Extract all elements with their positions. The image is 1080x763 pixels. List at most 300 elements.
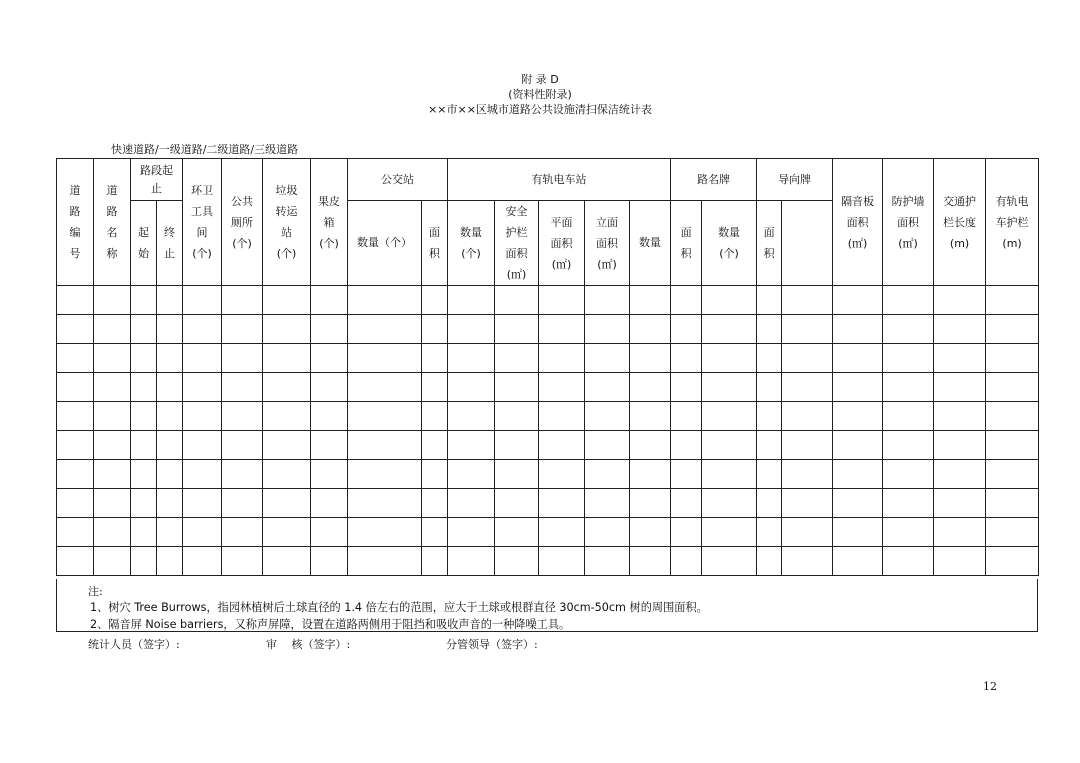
table-cell[interactable] (986, 547, 1039, 576)
table-cell[interactable] (585, 460, 630, 489)
table-cell[interactable] (422, 373, 448, 402)
header-line: (㎡) (597, 257, 617, 271)
table-cell[interactable] (671, 402, 702, 431)
table-cell[interactable] (131, 315, 157, 344)
table-cell[interactable] (782, 344, 833, 373)
table-cell[interactable] (833, 344, 883, 373)
table-cell[interactable] (934, 431, 986, 460)
header-line: 称 (106, 247, 118, 260)
header-line: 终 (164, 226, 175, 239)
table-cell[interactable] (57, 518, 94, 547)
table-cell[interactable] (539, 315, 585, 344)
table-cell[interactable] (495, 344, 539, 373)
table-cell[interactable] (986, 373, 1039, 402)
table-cell[interactable] (348, 373, 422, 402)
table-cell[interactable] (495, 547, 539, 576)
table-cell[interactable] (448, 344, 495, 373)
table-cell[interactable] (585, 315, 630, 344)
table-cell[interactable] (702, 286, 757, 315)
table-cell[interactable] (222, 547, 263, 576)
table-cell[interactable] (157, 460, 183, 489)
header-tram-rail (986, 159, 1039, 286)
table-cell[interactable] (448, 315, 495, 344)
table-cell[interactable] (702, 373, 757, 402)
table-cell[interactable] (448, 373, 495, 402)
table-cell[interactable] (422, 431, 448, 460)
table-cell[interactable] (702, 460, 757, 489)
table-cell[interactable] (671, 286, 702, 315)
table-cell[interactable] (782, 518, 833, 547)
table-cell[interactable] (348, 431, 422, 460)
table-cell[interactable] (986, 431, 1039, 460)
header-peel-box (311, 159, 348, 286)
header-line: 厕所 (231, 215, 253, 229)
table-cell[interactable] (57, 373, 94, 402)
header-bus-count: 数量（个） (348, 201, 422, 286)
table-cell[interactable] (671, 460, 702, 489)
table-cell[interactable] (782, 373, 833, 402)
table-cell[interactable] (311, 373, 348, 402)
header-line: (m) (1002, 236, 1022, 250)
table-cell[interactable] (263, 286, 311, 315)
header-line: 平面 (550, 215, 573, 229)
header-line: 转运 (275, 205, 298, 218)
table-cell[interactable] (183, 518, 222, 547)
header-bus-stop: 公交站 (348, 159, 448, 201)
table-cell[interactable] (702, 518, 757, 547)
table-cell[interactable] (757, 344, 782, 373)
table-cell[interactable] (833, 460, 883, 489)
table-cell[interactable] (782, 402, 833, 431)
header-line: 道 (69, 184, 81, 197)
table-cell[interactable] (986, 286, 1039, 315)
road-levels: 快速道路/一级道路/二级道路/三级道路 (111, 143, 299, 156)
table-cell[interactable] (782, 315, 833, 344)
table-cell[interactable] (348, 402, 422, 431)
table-cell[interactable] (57, 286, 94, 315)
table-cell[interactable] (157, 402, 183, 431)
table-cell[interactable] (57, 344, 94, 373)
header-line: 栏长度 (943, 215, 977, 229)
table-cell[interactable] (539, 402, 585, 431)
header-line: 有轨电 (995, 194, 1029, 208)
table-cell[interactable] (183, 402, 222, 431)
header-tram-station: 有轨电车站 (448, 159, 671, 201)
table-row (57, 431, 1039, 460)
table-cell[interactable] (311, 344, 348, 373)
table-cell[interactable] (833, 402, 883, 431)
table-cell[interactable] (495, 489, 539, 518)
header-line: (个) (232, 236, 252, 250)
table-cell[interactable] (348, 460, 422, 489)
table-cell[interactable] (934, 402, 986, 431)
table-cell[interactable] (131, 286, 157, 315)
table-cell[interactable] (539, 431, 585, 460)
table-cell[interactable] (131, 402, 157, 431)
table-cell[interactable] (422, 402, 448, 431)
table-cell[interactable] (934, 286, 986, 315)
table-cell[interactable] (222, 402, 263, 431)
header-line: (个) (276, 247, 297, 260)
table-cell[interactable] (94, 431, 131, 460)
table-cell[interactable] (448, 402, 495, 431)
table-cell[interactable] (94, 518, 131, 547)
table-cell[interactable] (157, 431, 183, 460)
table-cell[interactable] (131, 489, 157, 518)
header-line: 起 (138, 226, 149, 239)
table-cell[interactable] (94, 547, 131, 576)
table-cell[interactable] (671, 315, 702, 344)
table-cell[interactable] (833, 315, 883, 344)
table-cell[interactable] (671, 431, 702, 460)
table-cell[interactable] (539, 286, 585, 315)
table-cell[interactable] (422, 460, 448, 489)
header-protective-wall (883, 159, 934, 286)
table-cell[interactable] (183, 373, 222, 402)
table-cell[interactable] (757, 547, 782, 576)
table-cell[interactable] (883, 286, 934, 315)
table-cell[interactable] (934, 344, 986, 373)
table-row (57, 460, 1039, 489)
table-cell[interactable] (883, 373, 934, 402)
note-item-1: 1、树穴 Tree Burrows，指园林植树后土球直径的 1.4 倍左右的范围，应大于土球或根群直径 30cm-50cm 树的周围面积。 (90, 601, 708, 614)
table-cell[interactable] (986, 518, 1039, 547)
table-row (57, 489, 1039, 518)
table-cell[interactable] (222, 489, 263, 518)
table-cell[interactable] (348, 547, 422, 576)
leader-signature: 分管领导（签字）: (446, 638, 538, 651)
header-line: 号 (69, 247, 81, 260)
table-cell[interactable] (448, 518, 495, 547)
header-line: 数量 (718, 226, 741, 239)
table-cell[interactable] (757, 373, 782, 402)
header-public-toilet (222, 159, 263, 286)
table-cell[interactable] (422, 489, 448, 518)
table-cell[interactable] (448, 489, 495, 518)
table-cell[interactable] (986, 315, 1039, 344)
table-cell[interactable] (585, 547, 630, 576)
table-cell[interactable] (671, 373, 702, 402)
table-cell[interactable] (57, 431, 94, 460)
table-cell[interactable] (630, 547, 671, 576)
table-cell[interactable] (757, 286, 782, 315)
table-cell[interactable] (263, 315, 311, 344)
table-cell[interactable] (157, 373, 183, 402)
table-cell[interactable] (883, 402, 934, 431)
table-cell[interactable] (883, 518, 934, 547)
table-cell[interactable] (348, 286, 422, 315)
table-cell[interactable] (539, 344, 585, 373)
header-tram-guard-area (495, 201, 539, 286)
table-cell[interactable] (157, 286, 183, 315)
table-cell[interactable] (757, 431, 782, 460)
table-cell[interactable] (934, 315, 986, 344)
table-cell[interactable] (348, 518, 422, 547)
table-cell[interactable] (495, 518, 539, 547)
table-cell[interactable] (630, 489, 671, 518)
reviewer-signature: 审 核（签字）: (266, 638, 351, 651)
table-cell[interactable] (495, 460, 539, 489)
table-cell[interactable] (422, 547, 448, 576)
header-garbage-station (263, 159, 311, 286)
table-cell[interactable] (539, 518, 585, 547)
table-cell[interactable] (57, 460, 94, 489)
table-cell[interactable] (183, 431, 222, 460)
table-cell[interactable] (757, 518, 782, 547)
page-number: 12 (983, 680, 997, 693)
header-line: 站 (281, 226, 292, 239)
table-cell[interactable] (183, 489, 222, 518)
table-cell[interactable] (131, 518, 157, 547)
table-cell[interactable] (757, 460, 782, 489)
table-cell[interactable] (986, 460, 1039, 489)
table-cell[interactable] (630, 344, 671, 373)
table-cell[interactable] (311, 547, 348, 576)
table-cell[interactable] (757, 489, 782, 518)
table-cell[interactable] (183, 547, 222, 576)
table-cell[interactable] (671, 489, 702, 518)
table-cell[interactable] (94, 460, 131, 489)
notes-label: 注: (88, 585, 103, 598)
header-road-name (94, 159, 131, 286)
table-cell[interactable] (671, 547, 702, 576)
table-cell[interactable] (263, 344, 311, 373)
table-cell[interactable] (630, 373, 671, 402)
table-cell[interactable] (263, 431, 311, 460)
notes-box (56, 579, 1038, 632)
table-cell[interactable] (94, 373, 131, 402)
table-cell[interactable] (311, 315, 348, 344)
table-cell[interactable] (183, 460, 222, 489)
table-cell[interactable] (131, 344, 157, 373)
table-cell[interactable] (782, 286, 833, 315)
header-sanitation-room (183, 159, 222, 286)
table-cell[interactable] (263, 518, 311, 547)
table-cell[interactable] (539, 489, 585, 518)
table-cell[interactable] (94, 286, 131, 315)
table-cell[interactable] (585, 402, 630, 431)
table-cell[interactable] (702, 547, 757, 576)
table-cell[interactable] (422, 518, 448, 547)
table-cell[interactable] (57, 547, 94, 576)
table-cell[interactable] (782, 431, 833, 460)
table-cell[interactable] (157, 344, 183, 373)
header-line: (个) (719, 247, 739, 260)
table-cell[interactable] (833, 286, 883, 315)
table-cell[interactable] (422, 286, 448, 315)
table-row (57, 547, 1039, 576)
header-tram-elev-area (585, 201, 630, 286)
table-cell[interactable] (183, 286, 222, 315)
table-cell[interactable] (157, 547, 183, 576)
table-cell[interactable] (934, 547, 986, 576)
table-cell[interactable] (986, 402, 1039, 431)
table-cell[interactable] (57, 402, 94, 431)
table-cell[interactable] (585, 489, 630, 518)
note-item-2: 2、隔音屏 Noise barriers，又称声屏障，设置在道路两侧用于阻挡和吸收声音的一种降噪工具。 (90, 618, 571, 631)
table-cell[interactable] (782, 460, 833, 489)
table-cell[interactable] (263, 402, 311, 431)
header-road-sign-area (671, 201, 702, 286)
table-cell[interactable] (422, 344, 448, 373)
table-cell[interactable] (585, 286, 630, 315)
header-guide-area (757, 201, 782, 286)
header-line: (㎡) (898, 236, 918, 250)
table-cell[interactable] (448, 431, 495, 460)
table-cell[interactable] (311, 402, 348, 431)
table-cell[interactable] (448, 460, 495, 489)
header-line: 环卫 (191, 184, 213, 197)
table-cell[interactable] (702, 431, 757, 460)
table-cell[interactable] (222, 315, 263, 344)
table-cell[interactable] (495, 402, 539, 431)
table-cell[interactable] (833, 518, 883, 547)
table-cell[interactable] (57, 315, 94, 344)
table-cell[interactable] (348, 315, 422, 344)
table-cell[interactable] (495, 286, 539, 315)
table-cell[interactable] (263, 489, 311, 518)
table-cell[interactable] (934, 489, 986, 518)
table-cell[interactable] (157, 489, 183, 518)
table-cell[interactable] (57, 489, 94, 518)
header-line: 面 (763, 226, 775, 239)
table-row (57, 286, 1039, 315)
table-cell[interactable] (495, 431, 539, 460)
table-cell[interactable] (263, 547, 311, 576)
header-line: 车护栏 (995, 215, 1029, 229)
table-cell[interactable] (539, 460, 585, 489)
table-cell[interactable] (348, 489, 422, 518)
table-cell[interactable] (833, 489, 883, 518)
table-cell[interactable] (630, 431, 671, 460)
header-line: (㎡) (506, 268, 527, 281)
table-cell[interactable] (883, 315, 934, 344)
header-line: 箱 (323, 215, 335, 229)
table-cell[interactable] (131, 431, 157, 460)
header-section-start (131, 201, 157, 286)
table-cell[interactable] (934, 460, 986, 489)
table-cell[interactable] (422, 315, 448, 344)
table-cell[interactable] (157, 315, 183, 344)
table-cell[interactable] (131, 547, 157, 576)
header-line: 止 (164, 247, 175, 260)
table-cell[interactable] (222, 460, 263, 489)
header-line: 果皮 (318, 194, 340, 208)
table-cell[interactable] (585, 373, 630, 402)
table-cell[interactable] (311, 518, 348, 547)
table-cell[interactable] (757, 402, 782, 431)
table-cell[interactable] (702, 402, 757, 431)
table-cell[interactable] (782, 489, 833, 518)
table-cell[interactable] (311, 460, 348, 489)
table-cell[interactable] (630, 315, 671, 344)
table-cell[interactable] (833, 373, 883, 402)
table-cell[interactable] (131, 460, 157, 489)
table-cell[interactable] (311, 431, 348, 460)
table-cell[interactable] (702, 489, 757, 518)
header-line: 垃圾 (275, 184, 298, 197)
table-cell[interactable] (630, 460, 671, 489)
table-cell[interactable] (311, 286, 348, 315)
header-line: 面积 (897, 215, 920, 229)
table-cell[interactable] (934, 518, 986, 547)
table-cell[interactable] (183, 315, 222, 344)
table-cell[interactable] (222, 431, 263, 460)
table-cell[interactable] (348, 344, 422, 373)
table-cell[interactable] (883, 431, 934, 460)
header-traffic-rail (934, 159, 986, 286)
header-section-end (157, 201, 183, 286)
table-cell[interactable] (222, 286, 263, 315)
header-line: 隔音板 (841, 194, 875, 208)
table-cell[interactable] (833, 431, 883, 460)
table-cell[interactable] (883, 344, 934, 373)
table-cell[interactable] (448, 286, 495, 315)
table-cell[interactable] (263, 373, 311, 402)
header-line: 工具 (191, 205, 213, 218)
table-cell[interactable] (630, 518, 671, 547)
header-line: 面 (680, 226, 692, 239)
header-line: 积 (429, 247, 440, 260)
header-line: 面积 (596, 236, 618, 250)
table-cell[interactable] (986, 489, 1039, 518)
table-cell[interactable] (934, 373, 986, 402)
table-cell[interactable] (671, 518, 702, 547)
table-cell[interactable] (671, 344, 702, 373)
table-cell[interactable] (833, 547, 883, 576)
table-cell[interactable] (495, 315, 539, 344)
table-cell[interactable] (94, 344, 131, 373)
table-cell[interactable] (94, 489, 131, 518)
header-line: 间 (196, 226, 208, 239)
table-cell[interactable] (539, 547, 585, 576)
header-line: 路 (69, 205, 81, 218)
table-body (57, 286, 1039, 576)
table-cell[interactable] (585, 344, 630, 373)
table-cell[interactable] (131, 373, 157, 402)
table-cell[interactable] (883, 547, 934, 576)
table-cell[interactable] (782, 547, 833, 576)
table-cell[interactable] (222, 344, 263, 373)
table-cell[interactable] (986, 344, 1039, 373)
header-guide-count (702, 201, 757, 286)
header-line: 名 (106, 226, 118, 239)
table-cell[interactable] (222, 518, 263, 547)
table-cell[interactable] (94, 402, 131, 431)
table-cell[interactable] (222, 373, 263, 402)
table-cell[interactable] (630, 402, 671, 431)
table-cell[interactable] (94, 315, 131, 344)
table-cell[interactable] (183, 344, 222, 373)
header-line: (个) (192, 247, 212, 260)
table-cell[interactable] (630, 286, 671, 315)
table-cell[interactable] (157, 518, 183, 547)
header-bus-area (422, 201, 448, 286)
table-cell[interactable] (585, 431, 630, 460)
table-cell[interactable] (448, 547, 495, 576)
table-cell[interactable] (883, 489, 934, 518)
table-cell[interactable] (539, 373, 585, 402)
table-cell[interactable] (585, 518, 630, 547)
header-road-sign-count: 数量 (630, 201, 671, 286)
table-cell[interactable] (495, 373, 539, 402)
table-cell[interactable] (883, 460, 934, 489)
table-cell[interactable] (702, 315, 757, 344)
table-cell[interactable] (263, 460, 311, 489)
table-cell[interactable] (702, 344, 757, 373)
table-cell[interactable] (757, 315, 782, 344)
table-cell[interactable] (311, 489, 348, 518)
